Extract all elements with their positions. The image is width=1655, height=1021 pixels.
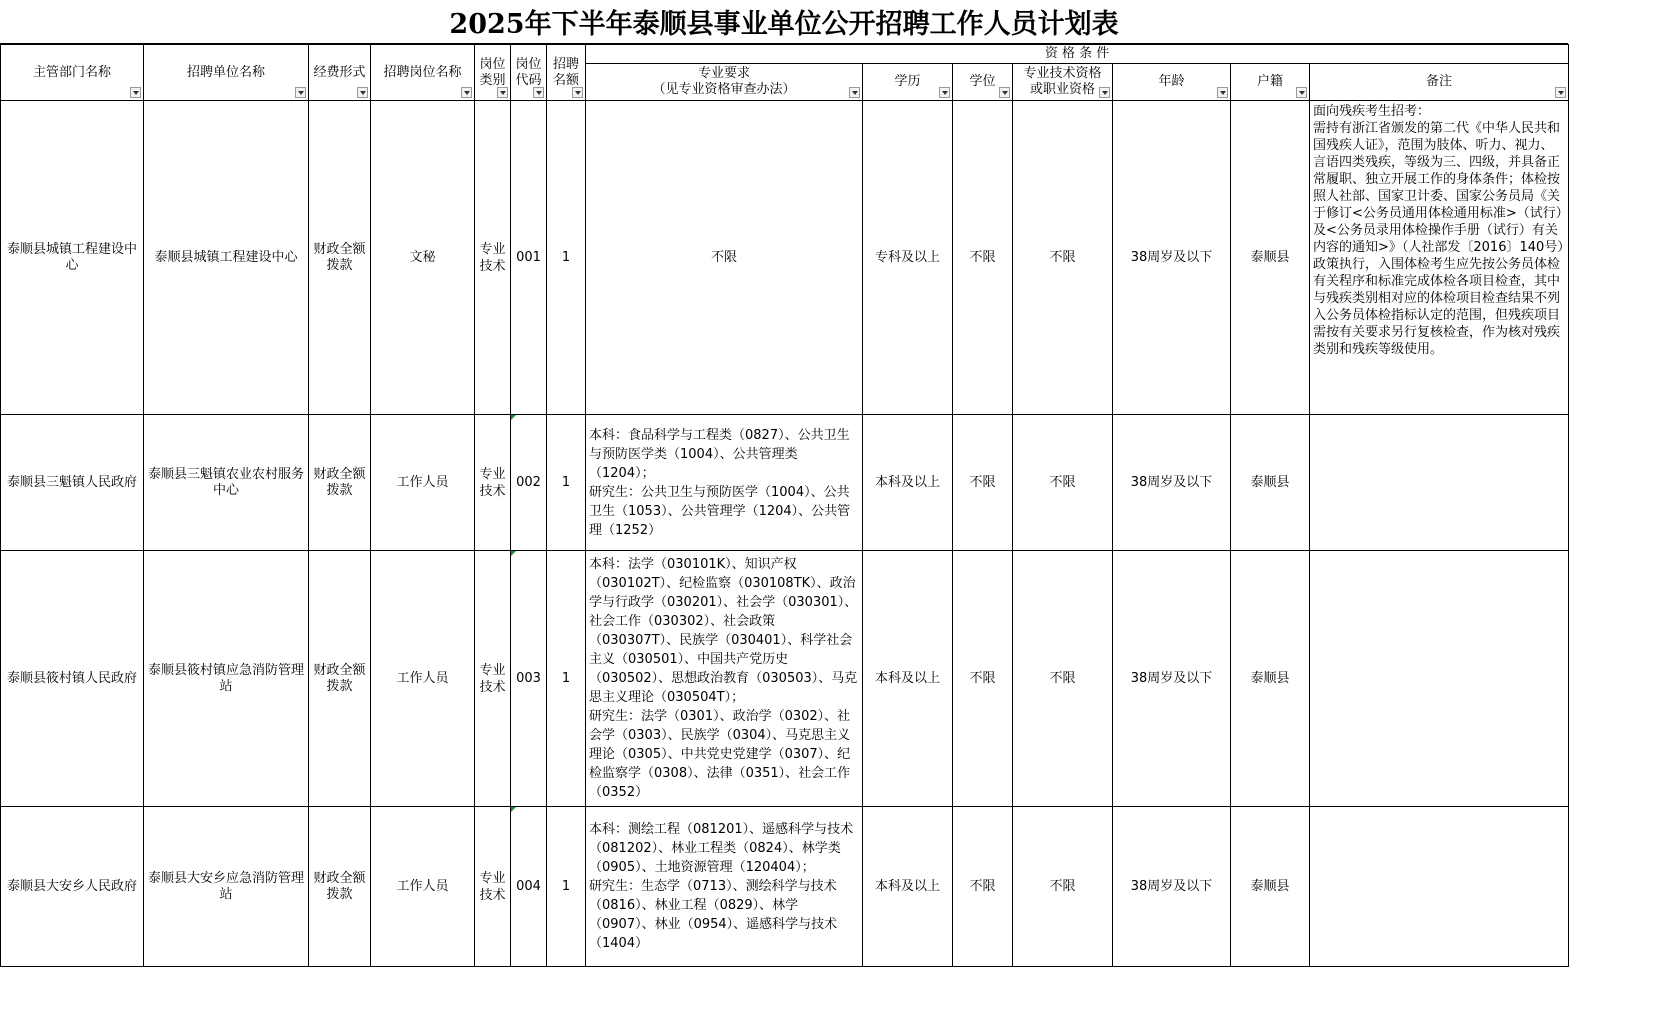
filter-dropdown-icon[interactable] [849,87,860,98]
cell-education[interactable]: 本科及以上 [863,415,953,551]
filter-dropdown-icon[interactable] [357,87,368,98]
filter-dropdown-icon[interactable] [572,87,583,98]
cell-error-indicator-icon [511,551,516,556]
header-post-type: 岗位 类别 [475,45,511,101]
header-funding: 经费形式 [309,45,371,101]
cell-unit[interactable]: 泰顺县三魁镇农业农村服务中心 [144,415,309,551]
cell-quota[interactable]: 1 [547,807,586,967]
cell-funding[interactable]: 财政全额拨款 [309,807,371,967]
cell-degree[interactable]: 不限 [953,807,1013,967]
filter-dropdown-icon[interactable] [939,87,950,98]
cell-error-indicator-icon [511,807,516,812]
filter-dropdown-icon[interactable] [1296,87,1307,98]
header-qualification: 专业技术资格 或职业资格 [1013,64,1113,101]
cell-post-code[interactable]: 001 [511,101,547,415]
cell-quota[interactable]: 1 [547,101,586,415]
cell-residence[interactable]: 泰顺县 [1231,551,1310,807]
header-remark: 备注 [1310,64,1569,101]
table-row [1,415,1569,551]
header-post-code: 岗位 代码 [511,45,547,101]
cell-post-name[interactable]: 工作人员 [371,415,475,551]
cell-dept[interactable]: 泰顺县三魁镇人民政府 [1,415,144,551]
header-dept: 主管部门名称 [1,45,144,101]
cell-major[interactable]: 本科：食品科学与工程类（0827）、公共卫生与预防医学类（1004）、公共管理类（1204）； 研究生：公共卫生与预防医学（1004）、公共卫生（1053）、公共管理学（1204）、公共管理（1252） [586,415,863,551]
filter-dropdown-icon[interactable] [1099,87,1110,98]
cell-post-name[interactable]: 工作人员 [371,551,475,807]
table-row [1,807,1569,967]
filter-dropdown-icon[interactable] [461,87,472,98]
cell-remark[interactable]: 面向残疾考生招考： 需持有浙江省颁发的第二代《中华人民共和国残疾人证》，范围为肢体、听力、视力、言语四类残疾，等级为三、四级，并具备正常履职、独立开展工作的身体条件；体检按照人社部、国家卫计委、国家公务员局《关于修订<公务员通用体检通用标准>（试行）及<公务员录用体检操作手册（试行）有关内容的通知>》（人社部发〔2016〕140号）政策执行，入围体检考生应先按公务员体检有关程序和标准完成体检各项目检查，其中与残疾类别相对应的体检项目检查结果不列入公务员体检指标认定的范围，但残疾项目需按有关要求另行复核检查，作为核对残疾类别和残疾等级使用。 [1310,101,1569,415]
cell-post-type[interactable]: 专业技术 [475,415,511,551]
cell-unit[interactable]: 泰顺县城镇工程建设中心 [144,101,309,415]
cell-degree[interactable]: 不限 [953,551,1013,807]
table-row [1,551,1569,807]
filter-dropdown-icon[interactable] [295,87,306,98]
header-degree: 学位 [953,64,1013,101]
cell-quota[interactable]: 1 [547,551,586,807]
header-qualification-group: 资 格 条 件 [586,45,1569,64]
cell-dept[interactable]: 泰顺县城镇工程建设中心 [1,101,144,415]
cell-post-code[interactable]: 003 [511,551,547,807]
filter-dropdown-icon[interactable] [999,87,1010,98]
cell-education[interactable]: 专科及以上 [863,101,953,415]
filter-dropdown-icon[interactable] [497,87,508,98]
cell-remark[interactable] [1310,415,1569,551]
filter-dropdown-icon[interactable] [130,87,141,98]
cell-age[interactable]: 38周岁及以下 [1113,101,1231,415]
cell-post-code[interactable]: 004 [511,807,547,967]
cell-funding[interactable]: 财政全额拨款 [309,551,371,807]
cell-education[interactable]: 本科及以上 [863,807,953,967]
cell-post-type[interactable]: 专业技术 [475,101,511,415]
cell-residence[interactable]: 泰顺县 [1231,101,1310,415]
cell-post-type[interactable]: 专业技术 [475,807,511,967]
header-unit: 招聘单位名称 [144,45,309,101]
cell-funding[interactable]: 财政全额拨款 [309,101,371,415]
cell-remark[interactable] [1310,807,1569,967]
cell-degree[interactable]: 不限 [953,415,1013,551]
header-age: 年龄 [1113,64,1231,101]
cell-residence[interactable]: 泰顺县 [1231,807,1310,967]
recruitment-table [0,44,1569,967]
cell-age[interactable]: 38周岁及以下 [1113,415,1231,551]
cell-unit[interactable]: 泰顺县筱村镇应急消防管理站 [144,551,309,807]
filter-dropdown-icon[interactable] [1555,87,1566,98]
cell-qualification[interactable]: 不限 [1013,415,1113,551]
header-residence: 户籍 [1231,64,1310,101]
cell-unit[interactable]: 泰顺县大安乡应急消防管理站 [144,807,309,967]
cell-qualification[interactable]: 不限 [1013,551,1113,807]
header-major: 专业要求 （见专业资格审查办法） [586,64,863,101]
cell-error-indicator-icon [511,415,516,420]
cell-degree[interactable]: 不限 [953,101,1013,415]
cell-major[interactable]: 不限 [586,101,863,415]
page-title: 2025年下半年泰顺县事业单位公开招聘工作人员计划表 [0,0,1568,44]
filter-dropdown-icon[interactable] [533,87,544,98]
filter-dropdown-icon[interactable] [1217,87,1228,98]
cell-age[interactable]: 38周岁及以下 [1113,807,1231,967]
cell-major[interactable]: 本科：法学（030101K）、知识产权（030102T）、纪检监察（030108TK）、政治学与行政学（030201）、社会学（030301）、社会工作（030302）、社会政策（030307T）、民族学（030401）、科学社会主义（030501）、中国共产党历史（030502）、思想政治教育（030503）、马克思主义理论（030504T）； 研究生：法学（0301）、政治学（0302）、社会学（0303）、民族学（0304）、马克思主义理论（0305）、中共党史党建学（0307）、纪检监察学（0308）、法律（0351）、社会工作（0352） [586,551,863,807]
cell-dept[interactable]: 泰顺县筱村镇人民政府 [1,551,144,807]
cell-age[interactable]: 38周岁及以下 [1113,551,1231,807]
cell-quota[interactable]: 1 [547,415,586,551]
cell-residence[interactable]: 泰顺县 [1231,415,1310,551]
cell-education[interactable]: 本科及以上 [863,551,953,807]
cell-funding[interactable]: 财政全额拨款 [309,415,371,551]
header-quota: 招聘 名额 [547,45,586,101]
cell-post-name[interactable]: 工作人员 [371,807,475,967]
cell-major[interactable]: 本科：测绘工程（081201）、遥感科学与技术（081202）、林业工程类（0824）、林学类（0905）、土地资源管理（120404）； 研究生：生态学（0713）、测绘科学与技术（0816）、林业工程（0829）、林学（0907）、林业（0954）、遥感科学与技术（1404） [586,807,863,967]
cell-post-type[interactable]: 专业技术 [475,551,511,807]
table-row [1,101,1569,415]
cell-remark[interactable] [1310,551,1569,807]
cell-dept[interactable]: 泰顺县大安乡人民政府 [1,807,144,967]
cell-post-name[interactable]: 文秘 [371,101,475,415]
header-post-name: 招聘岗位名称 [371,45,475,101]
cell-qualification[interactable]: 不限 [1013,807,1113,967]
cell-qualification[interactable]: 不限 [1013,101,1113,415]
cell-post-code[interactable]: 002 [511,415,547,551]
header-education: 学历 [863,64,953,101]
